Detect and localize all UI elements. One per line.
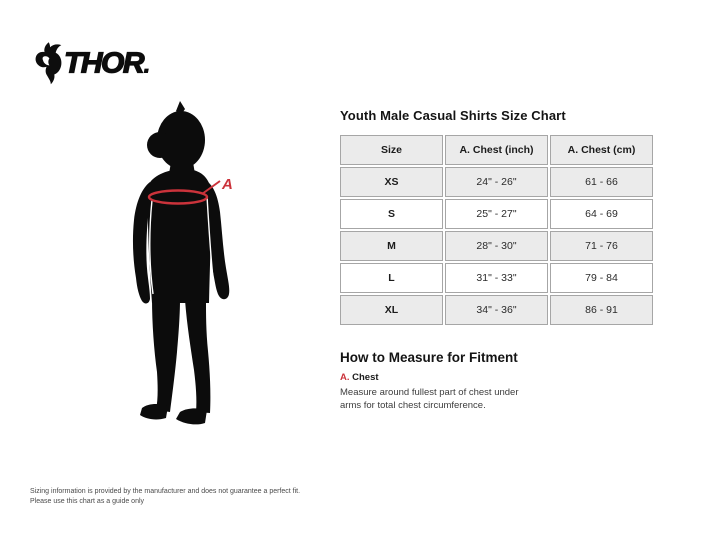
chest-cm-cell: 64 - 69 [550,199,653,229]
size-chart-table [338,133,655,327]
chest-inch-cell: 34" - 36" [445,295,548,325]
chest-inch-cell: 24" - 26" [445,167,548,197]
disclaimer-line1: Sizing information is provided by the manufacturer and does not guarantee a perfect fit. [30,488,301,495]
thor-logo-wordmark: THOR [64,47,143,80]
measure-description-line1: Measure around fullest part of chest under [340,387,519,398]
child-silhouette-figure [106,98,256,438]
size-cell: XS [340,167,443,197]
chest-marker-label: A [222,176,233,193]
size-cell: XL [340,295,443,325]
size-table-body [340,167,653,325]
size-chart-title: Youth Male Casual Shirts Size Chart [340,108,566,123]
table-row [340,199,653,229]
measure-item-name: Chest [352,372,379,383]
measure-description [340,386,570,412]
size-table-header [340,135,653,165]
chest-cm-cell: 86 - 91 [550,295,653,325]
thor-logo [34,42,151,86]
measure-description-line2: arms for total chest circumference. [340,400,486,411]
column-header-chest-inch: A. Chest (inch) [445,135,548,165]
thor-goat-icon [34,42,62,86]
child-silhouette [133,101,229,424]
size-cell: L [340,263,443,293]
column-header-size: Size [340,135,443,165]
table-row [340,167,653,197]
table-row [340,263,653,293]
chest-cm-cell: 79 - 84 [550,263,653,293]
size-cell: M [340,231,443,261]
measure-heading: How to Measure for Fitment [340,350,518,365]
size-cell: S [340,199,443,229]
chest-cm-cell: 71 - 76 [550,231,653,261]
chest-cm-cell: 61 - 66 [550,167,653,197]
measure-item-label [340,372,379,383]
column-header-chest-cm: A. Chest (cm) [550,135,653,165]
disclaimer [30,487,300,507]
chest-inch-cell: 25" - 27" [445,199,548,229]
chest-inch-cell: 28" - 30" [445,231,548,261]
table-row [340,231,653,261]
disclaimer-line2: Please use this chart as a guide only [30,498,145,505]
table-row [340,295,653,325]
thor-logo-dot: . [143,47,152,80]
chest-inch-cell: 31" - 33" [445,263,548,293]
measure-item-letter: A. [340,372,350,383]
header-row [340,135,653,165]
